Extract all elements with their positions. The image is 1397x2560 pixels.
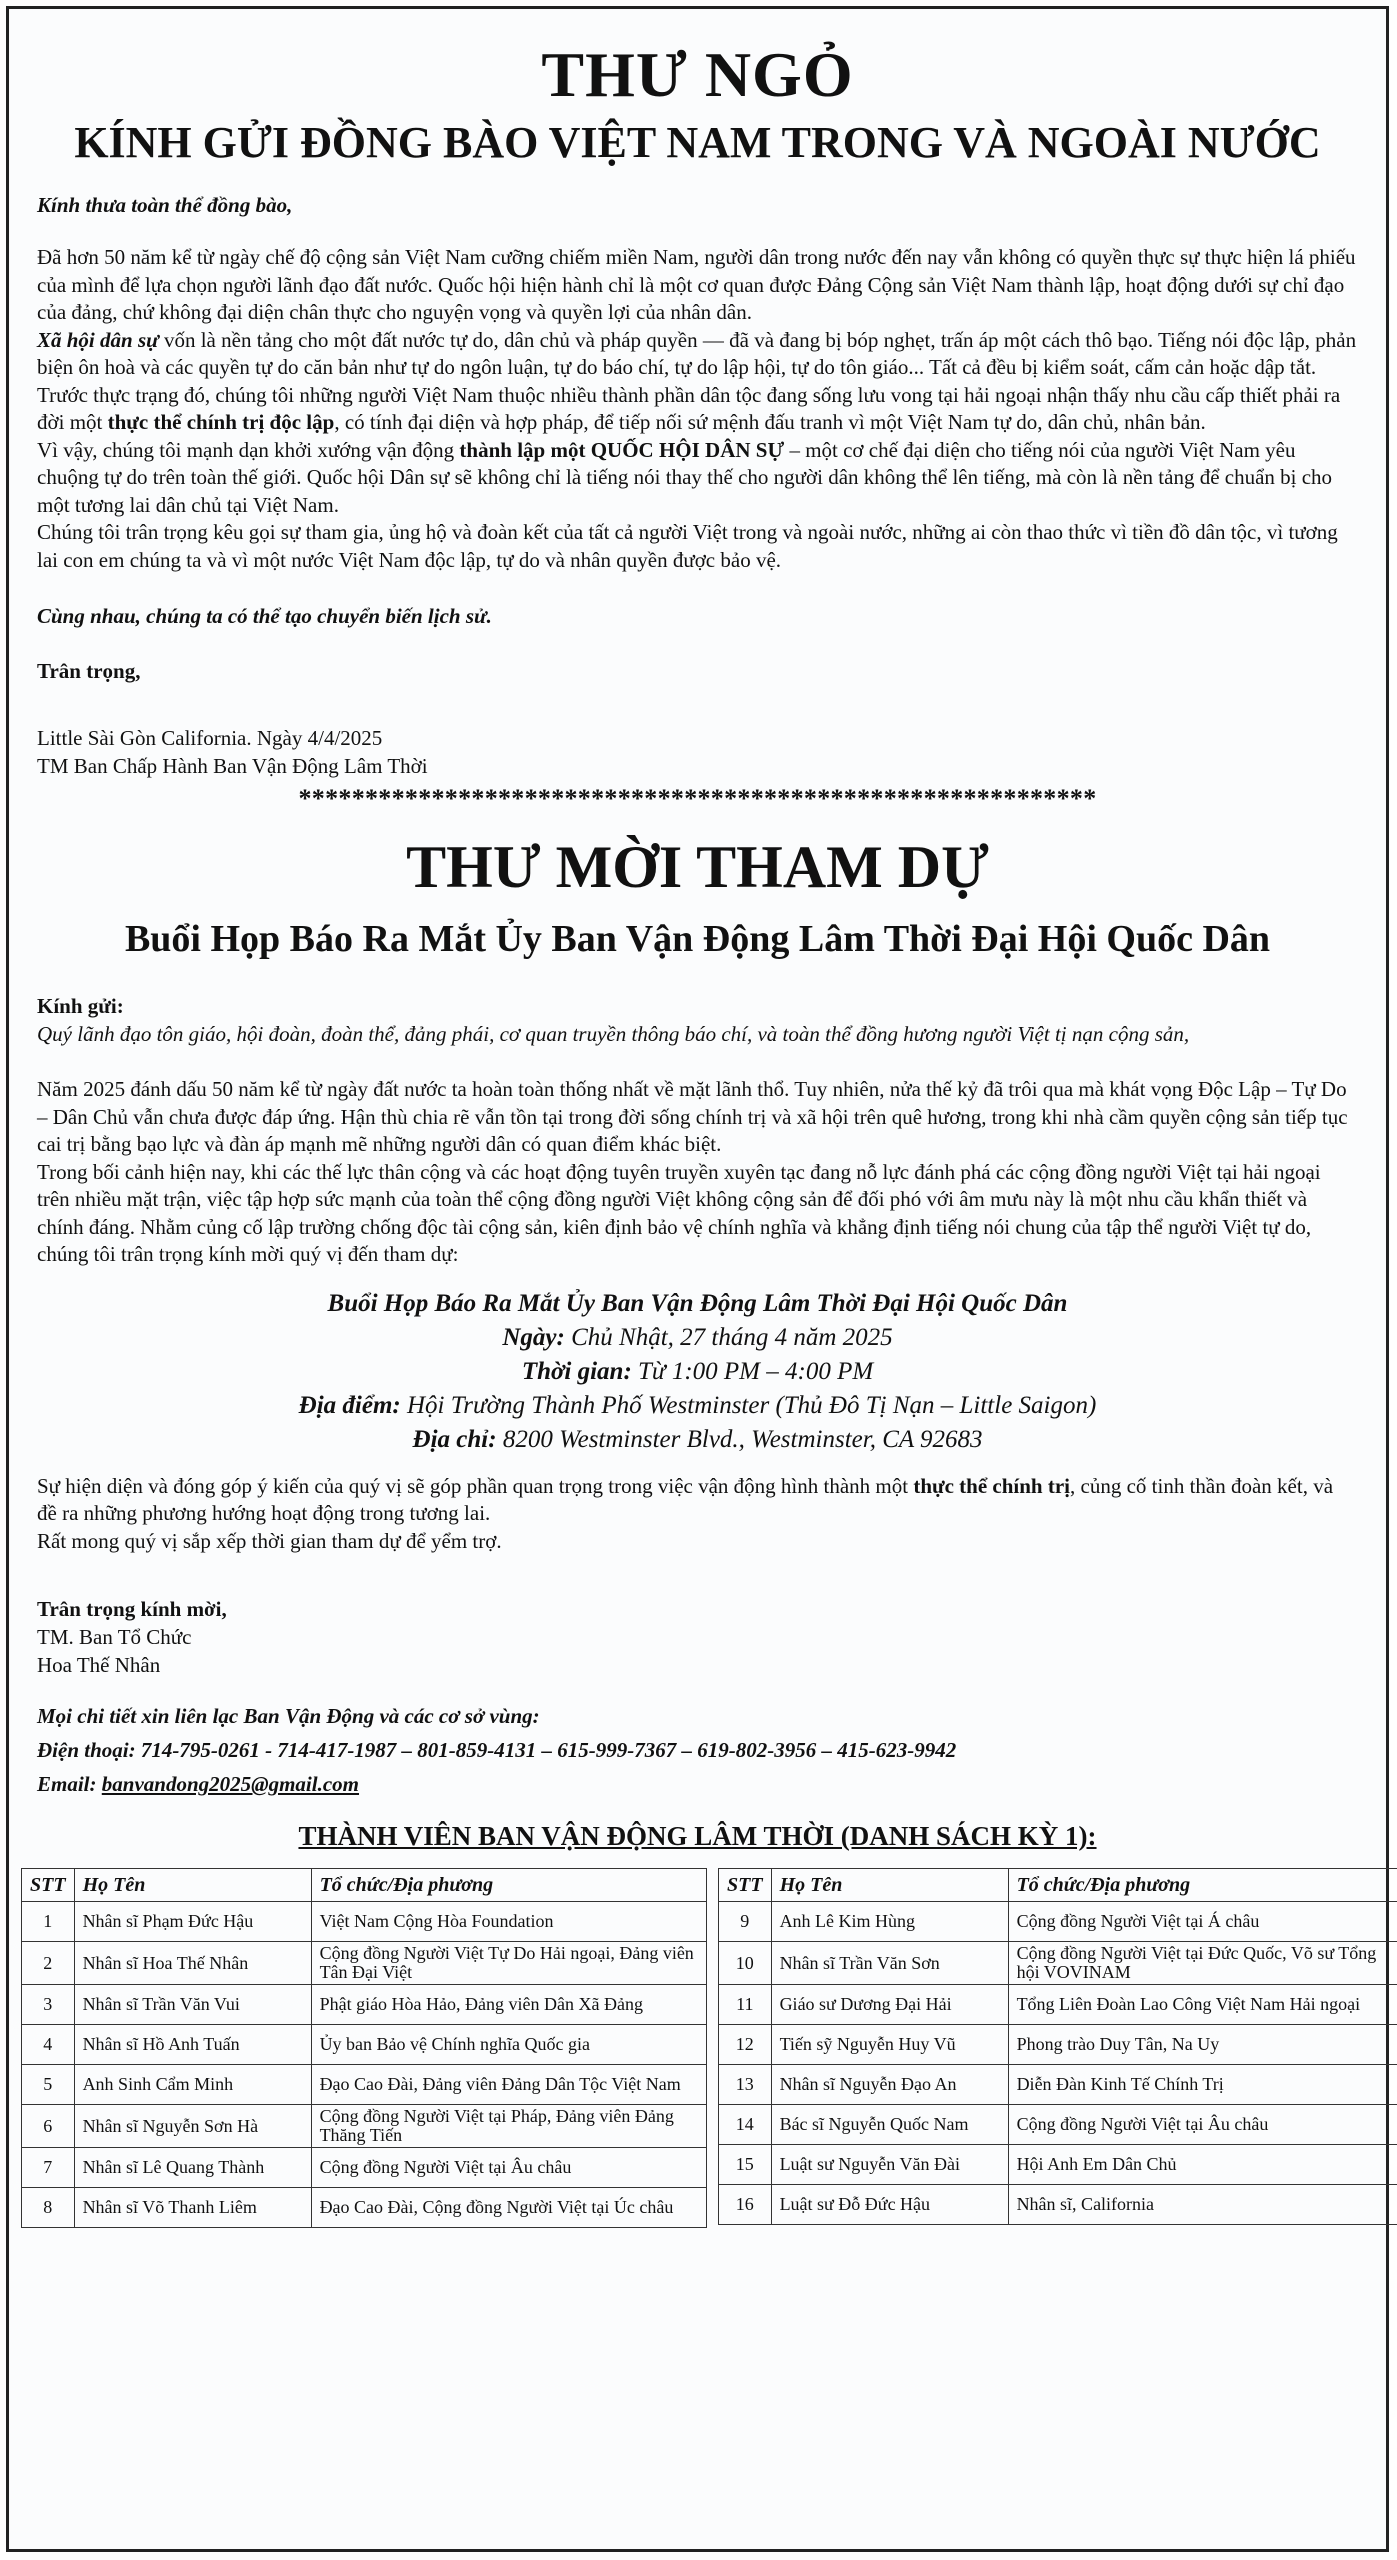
- letter-paragraph-5: Chúng tôi trân trọng kêu gọi sự tham gia, ủng hộ và đoàn kết của tất cả người Việt trong và ngoài nước, những ai còn thao thức vì tiền đồ dân tộc, vì tương lai con em chúng ta và vì một nước Việt Nam độc lập, tự do và nhân quyền được bảo vệ.: [37, 520, 1338, 572]
- cell-stt: 6: [22, 2105, 75, 2148]
- letter-place-date: Little Sài Gòn California. Ngày 4/4/2025: [37, 726, 383, 750]
- event-name: Buổi Họp Báo Ra Mắt Ủy Ban Vận Động Lâm Thời Đại Hội Quốc Dân: [327, 1289, 1068, 1317]
- invite-paragraph-2: Trong bối cảnh hiện nay, khi các thế lực thân cộng và các hoạt động tuyên truyền xuyên tạc đang nỗ lực đánh phá các cộng đồng người Việt tại hải ngoại trên nhiều mặt trận, việc tập hợp sức mạnh của toàn thể cộng đồng người Việt không cộng sản để đối phó với âm mưu này là một nhu cầu khẩn thiết và chính đáng. Nhằm củng cố lập trường chống độc tài cộng sản, kiên định bảo vệ chính nghĩa và khẳng định tiếng nói chung của tập thể người Việt tự do, chúng tôi trân trọng kính mời quý vị đến tham dự:: [37, 1159, 1321, 1266]
- invite-paragraph-3: Sự hiện diện và đóng góp ý kiến của quý vị sẽ góp phần quan trọng trong việc vận động hình thành một thực thể chính trị, củng cố tinh thần đoàn kết, và đề ra những phương hướng hoạt động trong tương lai.: [37, 1473, 1334, 1525]
- table-row: [22, 2148, 707, 2188]
- cell-name: Nhân sĩ Trần Văn Sơn: [771, 1942, 1008, 1985]
- event-venue: Địa điểm: Hội Trường Thành Phố Westminster (Thủ Đô Tị Nạn – Little Saigon): [298, 1391, 1097, 1419]
- cell-stt: 5: [22, 2065, 75, 2105]
- col-org: Tổ chức/Địa phương: [1008, 1869, 1397, 1902]
- col-stt: STT: [22, 1869, 75, 1902]
- members-tables: [30, 1868, 1377, 2288]
- contact-line: Mọi chi tiết xin liên lạc Ban Vận Động và các cơ sở vùng:: [37, 1704, 540, 1728]
- cell-org: Ủy ban Bảo vệ Chính nghĩa Quốc gia: [311, 2025, 706, 2065]
- cell-name: Bác sĩ Nguyễn Quốc Nam: [771, 2105, 1008, 2145]
- table-row: [22, 2025, 707, 2065]
- table-row: [22, 2105, 707, 2148]
- cell-org: Hội Anh Em Dân Chủ: [1008, 2145, 1397, 2185]
- table-row: [22, 1985, 707, 2025]
- cell-name: Nhân sĩ Hoa Thế Nhân: [74, 1942, 311, 1985]
- cell-name: Anh Sinh Cẩm Minh: [74, 2065, 311, 2105]
- cell-stt: 1: [22, 1902, 75, 1942]
- members-table-left: [21, 1868, 707, 2228]
- event-details: [37, 1287, 1358, 1457]
- cell-stt: 4: [22, 2025, 75, 2065]
- cell-name: Nhân sĩ Lê Quang Thành: [74, 2148, 311, 2188]
- civil-society-term: Xã hội dân sự: [37, 327, 159, 352]
- cell-stt: 8: [22, 2188, 75, 2228]
- cell-org: Tổng Liên Đoàn Lao Công Việt Nam Hải ngoại: [1008, 1985, 1397, 2025]
- table-row: [719, 2145, 1397, 2185]
- cell-org: Cộng đồng Người Việt tại Pháp, Đảng viên Đảng Thăng Tiến: [311, 2105, 706, 2148]
- table-row: [719, 1942, 1397, 1985]
- cell-name: Luật sư Đỗ Đức Hậu: [771, 2185, 1008, 2225]
- cell-org: Diễn Đàn Kinh Tế Chính Trị: [1008, 2065, 1397, 2105]
- cell-org: Cộng đồng Người Việt Tự Do Hải ngoại, Đảng viên Tân Đại Việt: [311, 1942, 706, 1985]
- letter-paragraph-2: Xã hội dân sự vốn là nền tảng cho một đất nước tự do, dân chủ và pháp quyền — đã và đang bị bóp nghẹt, trấn áp một cách thô bạo. Tiếng nói độc lập, phản biện ôn hoà và các quyền tự do căn bản như tự do ngôn luận, tự do báo chí, tự do lập hội, tự do tôn giáo... Tất cả đều bị kiểm soát, cấm cản hoặc dập tắt.: [37, 327, 1357, 379]
- cell-stt: 16: [719, 2185, 772, 2225]
- cell-stt: 14: [719, 2105, 772, 2145]
- letter-paragraph-1: Đã hơn 50 năm kể từ ngày chế độ cộng sản Việt Nam cưỡng chiếm miền Nam, người dân trong nước đến nay vẫn không có quyền thực sự thực hiện lá phiếu của mình để lựa chọn người lãnh đạo đất nước. Quốc hội hiện hành chỉ là một cơ quan được Đảng Cộng sản Việt Nam thành lập, hoạt động dưới sự chỉ đạo của đảng, chứ không đại diện chân thực cho nguyện vọng và quyền lợi của nhân dân.: [37, 245, 1356, 324]
- cell-stt: 12: [719, 2025, 772, 2065]
- table-row: [719, 1985, 1397, 2025]
- cell-name: Nhân sĩ Nguyễn Đạo An: [771, 2065, 1008, 2105]
- cell-stt: 7: [22, 2148, 75, 2188]
- invite-paragraph-1: Năm 2025 đánh dấu 50 năm kể từ ngày đất nước ta hoàn toàn thống nhất về mặt lãnh thổ. Tuy nhiên, nửa thế kỷ đã trôi qua mà khát vọng Độc Lập – Tự Do – Dân Chủ vẫn chưa được đáp ứng. Hận thù chia rẽ vẫn tồn tại trong đời sống chính trị và xã hội trên quê hương, trong khi nhà cầm quyền cộng sản tiếp tục cai trị bằng bạo lực và đàn áp mạnh mẽ những người dân có quan điểm khác biệt.: [37, 1077, 1348, 1156]
- cell-name: Nhân sĩ Võ Thanh Liêm: [74, 2188, 311, 2228]
- letter-paragraph-3: Trước thực trạng đó, chúng tôi những người Việt Nam thuộc nhiều thành phần dân tộc đang sống lưu vong tại hải ngoại nhận thấy nhu cầu cấp thiết phải ra đời một thực thể chính trị độc lập, có tính đại diện và hợp pháp, để tiếp nối sứ mệnh đấu tranh vì một Việt Nam tự do, dân chủ, nhân bản.: [37, 382, 1341, 434]
- invite-organization: TM. Ban Tổ Chức: [37, 1625, 192, 1649]
- cell-stt: 15: [719, 2145, 772, 2185]
- cell-stt: 9: [719, 1902, 772, 1942]
- cell-stt: 10: [719, 1942, 772, 1985]
- table-row: [22, 2188, 707, 2228]
- members-table-right: [718, 1868, 1397, 2225]
- letter-salutation: Kính thưa toàn thể đồng bào,: [37, 193, 293, 217]
- col-name: Họ Tên: [74, 1869, 311, 1902]
- table-row: [719, 2105, 1397, 2145]
- cell-name: Nhân sĩ Phạm Đức Hậu: [74, 1902, 311, 1942]
- table-header-row: [719, 1869, 1397, 1902]
- invite-paragraph-4: Rất mong quý vị sắp xếp thời gian tham dự để yểm trợ.: [37, 1528, 502, 1553]
- table-header-row: [22, 1869, 707, 1902]
- invite-signoff: Trân trọng kính mời,: [37, 1597, 227, 1621]
- cell-name: Nhân sĩ Nguyễn Sơn Hà: [74, 2105, 311, 2148]
- cell-org: Nhân sĩ, California: [1008, 2185, 1397, 2225]
- cell-stt: 13: [719, 2065, 772, 2105]
- cell-name: Giáo sư Dương Đại Hải: [771, 1985, 1008, 2025]
- cell-stt: 11: [719, 1985, 772, 2025]
- cell-org: Cộng đồng Người Việt tại Đức Quốc, Võ sư Tổng hội VOVINAM: [1008, 1942, 1397, 1985]
- cell-org: Đạo Cao Đài, Đảng viên Đảng Dân Tộc Việt Nam: [311, 2065, 706, 2105]
- event-date: Ngày: Chủ Nhật, 27 tháng 4 năm 2025: [502, 1323, 893, 1351]
- letter-closing: Cùng nhau, chúng ta có thể tạo chuyển biến lịch sử.: [37, 604, 492, 628]
- cell-name: Nhân sĩ Hồ Anh Tuấn: [74, 2025, 311, 2065]
- cell-org: Việt Nam Cộng Hòa Foundation: [311, 1902, 706, 1942]
- letter-subtitle: KÍNH GỬI ĐỒNG BÀO VIỆT NAM TRONG VÀ NGOÀI NƯỚC: [74, 118, 1321, 167]
- cell-org: Cộng đồng Người Việt tại Âu châu: [1008, 2105, 1397, 2145]
- col-org: Tổ chức/Địa phương: [311, 1869, 706, 1902]
- table-row: [719, 2185, 1397, 2225]
- letter-paragraph-4: Vì vậy, chúng tôi mạnh dạn khởi xướng vận động thành lập một QUỐC HỘI DÂN SỰ – một cơ chế đại diện cho tiếng nói của người Việt Nam yêu chuộng tự do trên toàn thế giới. Quốc hội Dân sự sẽ không chỉ là tiếng nói thay thế cho người dân không thể lên tiếng, mà còn là nền tảng để chuẩn bị cho một tương lai dân chủ tại Việt Nam.: [37, 437, 1333, 517]
- cell-name: Anh Lê Kim Hùng: [771, 1902, 1008, 1942]
- invite-to-label: Kính gửi:: [37, 994, 124, 1018]
- event-address: Địa chỉ: 8200 Westminster Blvd., Westminster, CA 92683: [412, 1425, 983, 1453]
- invite-signer: Hoa Thế Nhân: [37, 1653, 161, 1677]
- cell-stt: 3: [22, 1985, 75, 2025]
- table-row: [22, 1942, 707, 1985]
- invite-title: THƯ MỜI THAM DỰ: [406, 834, 989, 900]
- contact-phone: Điện thoại: 714-795-0261 - 714-417-1987 – 801-859-4131 – 615-999-7367 – 619-802-3956 – 415-623-9942: [37, 1738, 957, 1762]
- letter-organization: TM Ban Chấp Hành Ban Vận Động Lâm Thời: [37, 754, 428, 778]
- event-time: Thời gian: Từ 1:00 PM – 4:00 PM: [521, 1357, 874, 1385]
- cell-org: Đạo Cao Đài, Cộng đồng Người Việt tại Úc châu: [311, 2188, 706, 2228]
- table-row: [719, 2025, 1397, 2065]
- col-stt: STT: [719, 1869, 772, 1902]
- invite-subtitle: Buổi Họp Báo Ra Mắt Ủy Ban Vận Động Lâm Thời Đại Hội Quốc Dân: [124, 918, 1271, 960]
- table-row: [22, 1902, 707, 1942]
- table-row: [22, 2065, 707, 2105]
- cell-name: Tiến sỹ Nguyễn Huy Vũ: [771, 2025, 1008, 2065]
- cell-org: Cộng đồng Người Việt tại Âu châu: [311, 2148, 706, 2188]
- col-name: Họ Tên: [771, 1869, 1008, 1902]
- separator-stars: ************************************************************: [298, 784, 1097, 813]
- cell-stt: 2: [22, 1942, 75, 1985]
- cell-org: Phong trào Duy Tân, Na Uy: [1008, 2025, 1397, 2065]
- cell-name: Luật sư Nguyễn Văn Đài: [771, 2145, 1008, 2185]
- letter-signoff: Trân trọng,: [37, 659, 141, 683]
- contact-email: Email: banvandong2025@gmail.com: [37, 1772, 360, 1796]
- members-heading: THÀNH VIÊN BAN VẬN ĐỘNG LÂM THỜI (DANH SÁCH KỲ 1):: [298, 1821, 1097, 1851]
- table-row: [719, 2065, 1397, 2105]
- email-link[interactable]: banvandong2025@gmail.com: [101, 1772, 360, 1796]
- invite-recipients: Quý lãnh đạo tôn giáo, hội đoàn, đoàn thể, đảng phái, cơ quan truyền thông báo chí, và toàn thể đồng hương người Việt tị nạn cộng sản,: [37, 1022, 1190, 1046]
- cell-name: Nhân sĩ Trần Văn Vui: [74, 1985, 311, 2025]
- document-page: [6, 6, 1389, 2552]
- table-row: [719, 1902, 1397, 1942]
- cell-org: Cộng đồng Người Việt tại Á châu: [1008, 1902, 1397, 1942]
- cell-org: Phật giáo Hòa Hảo, Đảng viên Dân Xã Đảng: [311, 1985, 706, 2025]
- letter-title: THƯ NGỎ: [541, 39, 854, 110]
